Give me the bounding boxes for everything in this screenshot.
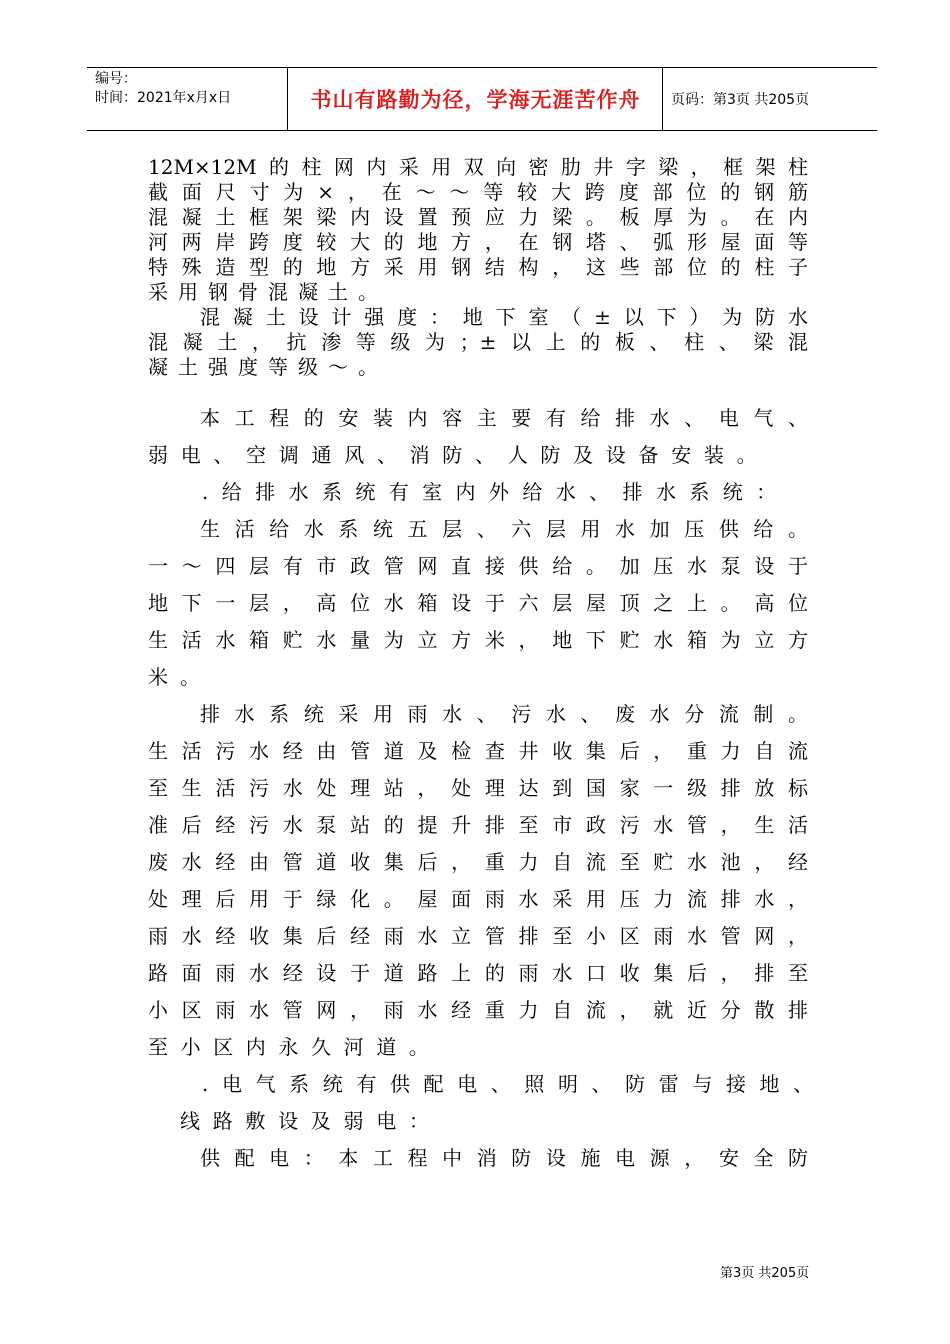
header-meta <box>95 70 231 108</box>
text-line: 混凝土，抗渗等级为；±以上的板、柱、梁混 <box>148 330 808 354</box>
text-line: 河两岸跨度较大的地方，在钢塔、弧形屋面等 <box>148 230 808 254</box>
text-line: .给排水系统有室内外给水、排水系统： <box>202 480 790 504</box>
text-line: 米。 <box>148 665 212 689</box>
text-line: .电气系统有供配电、照明、防雷与接地、 <box>202 1072 827 1096</box>
text-line: 截面尺寸为×，在～～等较大跨度部位的钢筋 <box>148 180 808 204</box>
text-line: 至生活污水处理站，处理达到国家一级排放标 <box>148 776 808 800</box>
page-footer: 第3页 共205页 <box>720 1266 810 1281</box>
time-label: 时间：2021年x月x日 <box>95 90 232 106</box>
text-line: 至小区内永久河道。 <box>148 1035 442 1059</box>
text-line: 弱电、空调通风、消防、人防及设备安装。 <box>148 443 770 467</box>
text-line: 路面雨水经设于道路上的雨水口收集后，排至 <box>148 961 808 985</box>
text-line: 本工程的安装内容主要有给排水、电气、 <box>200 406 808 430</box>
text-line: 雨水经收集后经雨水立管排至小区雨水管网， <box>148 924 808 948</box>
text-line: 特殊造型的地方采用钢结构，这些部位的柱子 <box>148 255 808 279</box>
text-line: 一～四层有市政管网直接供给。加压水泵设于 <box>148 554 808 578</box>
text-line: 生活给水系统五层、六层用水加压供给。 <box>200 517 808 541</box>
text-line: 采用钢骨混凝土。 <box>148 280 388 304</box>
text-line: 供配电：本工程中消防设施电源，安全防 <box>200 1146 808 1170</box>
page-header <box>87 67 877 131</box>
text-line: 准后经污水泵站的提升排至市政污水管，生活 <box>148 813 808 837</box>
header-divider <box>662 68 663 130</box>
text-line: 线路敷设及弱电： <box>180 1109 442 1133</box>
text-line: 生活污水经由管道及检查井收集后，重力自流 <box>148 739 808 763</box>
text-line: 混凝土设计强度：地下室（±以下）为防水 <box>200 305 808 329</box>
text-line: 小区雨水管网，雨水经重力自流，就近分散排 <box>148 998 808 1022</box>
text-line: 废水经由管道收集后，重力自流至贮水池，经 <box>148 850 808 874</box>
text-line: 地下一层，高位水箱设于六层屋顶之上。高位 <box>148 591 808 615</box>
text-line: 12M×12M的柱网内采用双向密肋井字梁，框架柱 <box>148 155 808 179</box>
text-line: 生活水箱贮水量为立方米，地下贮水箱为立方 <box>148 628 808 652</box>
header-page-number: 页码：第3页 共205页 <box>671 92 810 108</box>
header-motto: 书山有路勤为径，学海无涯苦作舟 <box>310 88 641 112</box>
text-line: 混凝土框架梁内设置预应力梁。板厚为。在内 <box>148 205 808 229</box>
text-line: 排水系统采用雨水、污水、废水分流制。 <box>200 702 808 726</box>
header-divider <box>287 68 288 130</box>
text-line: 处理后用于绿化。屋面雨水采用压力流排水， <box>148 887 808 911</box>
number-label: 编号： <box>95 71 137 87</box>
text-line: 凝土强度等级～。 <box>148 355 388 379</box>
